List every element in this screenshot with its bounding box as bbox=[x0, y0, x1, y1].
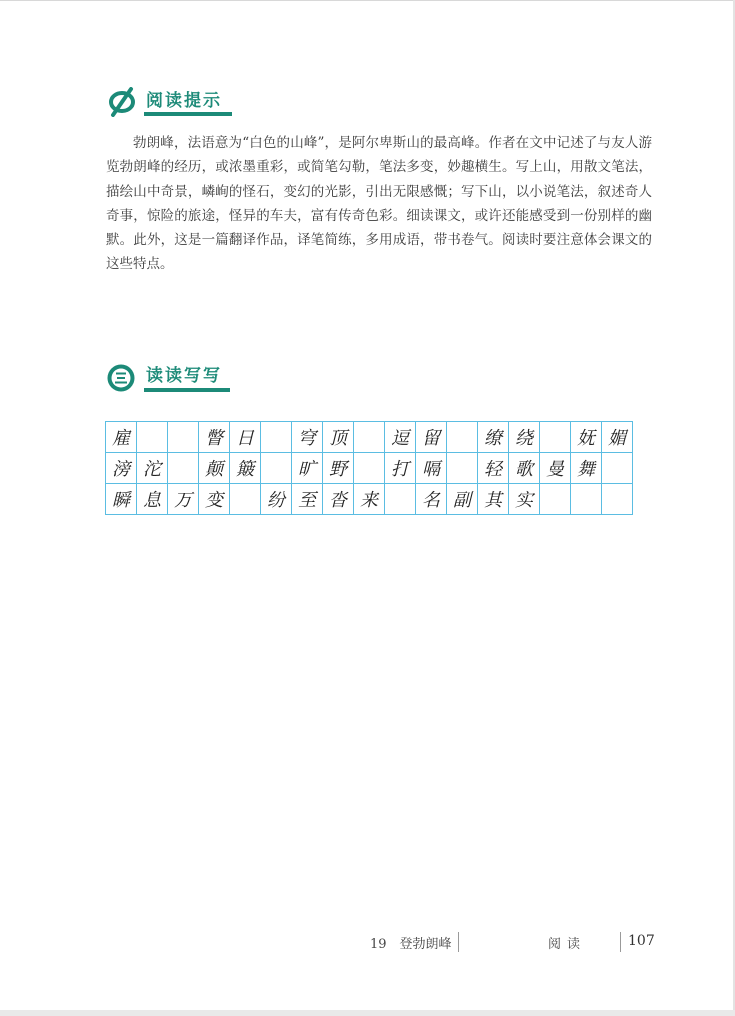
grid-cell bbox=[602, 484, 633, 515]
grid-cell bbox=[447, 422, 478, 453]
reading-tip-icon bbox=[106, 87, 136, 117]
grid-cell: 歌 bbox=[509, 453, 540, 484]
reading-tips-underline bbox=[144, 112, 232, 116]
footer-section: 阅读 bbox=[548, 937, 587, 952]
grid-cell: 簸 bbox=[230, 453, 261, 484]
page-top-edge bbox=[0, 0, 735, 1]
page-bottom-edge bbox=[0, 1010, 735, 1016]
grid-cell: 日 bbox=[230, 422, 261, 453]
grid-cell bbox=[137, 422, 168, 453]
footer-chapter: 19 登勃朗峰 bbox=[370, 937, 452, 952]
grid-cell: 妩 bbox=[571, 422, 602, 453]
grid-cell bbox=[230, 484, 261, 515]
grid-cell bbox=[540, 422, 571, 453]
grid-cell: 瞬 bbox=[106, 484, 137, 515]
read-write-title: 读读写写 bbox=[146, 366, 222, 386]
page-number: 107 bbox=[628, 933, 655, 949]
grid-cell: 副 bbox=[447, 484, 478, 515]
grid-row bbox=[106, 453, 633, 484]
grid-cell: 颠 bbox=[199, 453, 230, 484]
footer-divider bbox=[620, 932, 621, 952]
grid-cell: 嗝 bbox=[416, 453, 447, 484]
grid-cell: 变 bbox=[199, 484, 230, 515]
grid-cell: 媚 bbox=[602, 422, 633, 453]
grid-cell bbox=[168, 422, 199, 453]
grid-cell: 旷 bbox=[292, 453, 323, 484]
grid-cell bbox=[261, 422, 292, 453]
read-write-underline bbox=[144, 388, 230, 392]
reading-tips-title: 阅读提示 bbox=[146, 91, 222, 111]
grid-cell bbox=[168, 453, 199, 484]
grid-cell: 其 bbox=[478, 484, 509, 515]
footer-divider bbox=[458, 932, 459, 952]
reading-tips-paragraph: 勃朗峰，法语意为“白色的山峰”，是阿尔卑斯山的最高峰。作者在文中记述了与友人游览勃朗峰的经历，或浓墨重彩，或简笔勾勒，笔法多变，妙趣横生。写上山，用散文笔法，描绘山中奇景，嶙峋的怪石，变幻的光影，引出无限感慨；写下山，以小说笔法，叙述奇人奇事，惊险的旅途，怪异的车夫，富有传奇色彩。细读课文，或许还能感受到一份别样的幽默。此外，这是一篇翻译作品，译笔简练，多用成语，带书卷气。阅读时要注意体会课文的这些特点。 bbox=[106, 135, 652, 273]
grid-cell: 打 bbox=[385, 453, 416, 484]
grid-cell: 实 bbox=[509, 484, 540, 515]
grid-cell bbox=[354, 453, 385, 484]
grid-cell: 至 bbox=[292, 484, 323, 515]
grid-cell: 纷 bbox=[261, 484, 292, 515]
grid-cell: 绕 bbox=[509, 422, 540, 453]
grid-cell bbox=[261, 453, 292, 484]
grid-cell bbox=[571, 484, 602, 515]
grid-cell bbox=[602, 453, 633, 484]
grid-cell: 舞 bbox=[571, 453, 602, 484]
grid-cell: 缭 bbox=[478, 422, 509, 453]
grid-cell bbox=[354, 422, 385, 453]
grid-cell: 来 bbox=[354, 484, 385, 515]
grid-cell: 滂 bbox=[106, 453, 137, 484]
grid-cell: 雇 bbox=[106, 422, 137, 453]
grid-cell bbox=[447, 453, 478, 484]
grid-cell bbox=[385, 484, 416, 515]
grid-cell: 瞥 bbox=[199, 422, 230, 453]
grid-cell: 沱 bbox=[137, 453, 168, 484]
section-three-icon bbox=[106, 363, 136, 393]
grid-cell: 息 bbox=[137, 484, 168, 515]
grid-cell: 穹 bbox=[292, 422, 323, 453]
vocabulary-grid bbox=[105, 421, 633, 515]
grid-cell: 留 bbox=[416, 422, 447, 453]
grid-row bbox=[106, 484, 633, 515]
grid-cell: 轻 bbox=[478, 453, 509, 484]
grid-cell: 曼 bbox=[540, 453, 571, 484]
grid-cell: 沓 bbox=[323, 484, 354, 515]
grid-cell: 逗 bbox=[385, 422, 416, 453]
grid-cell bbox=[540, 484, 571, 515]
grid-cell: 名 bbox=[416, 484, 447, 515]
grid-cell: 野 bbox=[323, 453, 354, 484]
grid-row bbox=[106, 422, 633, 453]
grid-cell: 万 bbox=[168, 484, 199, 515]
grid-cell: 顶 bbox=[323, 422, 354, 453]
